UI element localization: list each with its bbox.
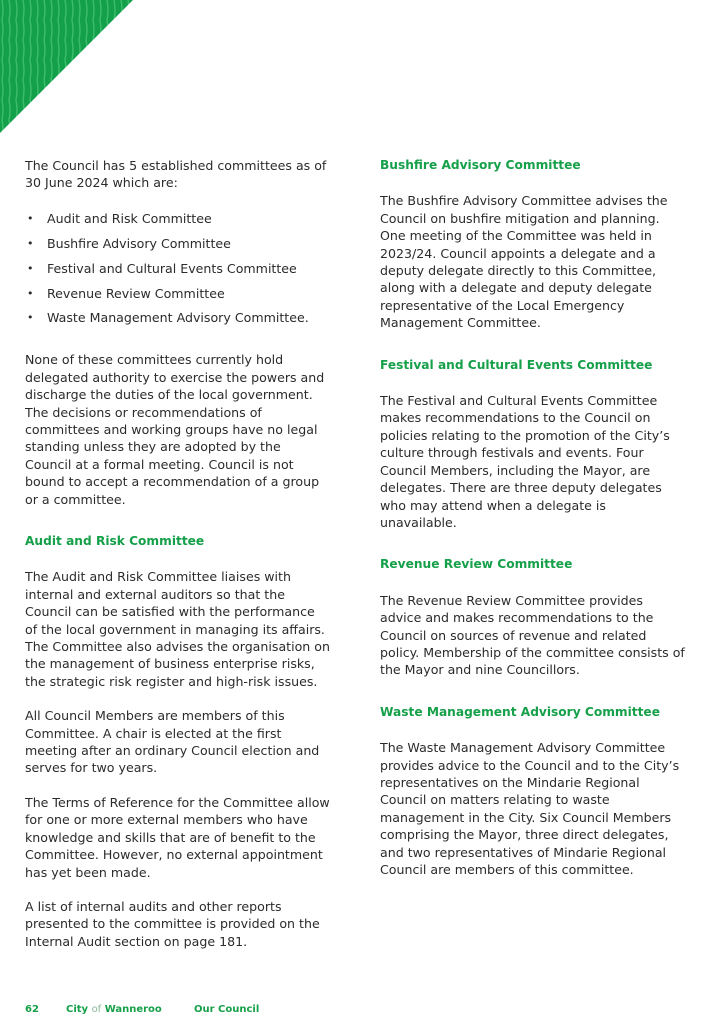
list-item: • Festival and Cultural Events Committee <box>25 260 330 277</box>
footer-of: of <box>91 1004 102 1015</box>
audit-paragraph-4: A list of internal audits and other reports presented to the committee is provided on the Internal Audit section on page 181. <box>25 898 320 949</box>
audit-paragraph-3: The Terms of Reference for the Committee allow for one or more external members who have knowledge and skills that are of benefit to the Committee. However, no external appointment has yet been made. <box>25 794 330 880</box>
list-item: • Waste Management Advisory Committee. <box>25 309 330 326</box>
right-column <box>380 157 685 878</box>
footer-city: City <box>66 1004 89 1015</box>
footer-name: Wanneroo <box>104 1004 162 1015</box>
waste-heading: Waste Management Advisory Committee <box>380 704 660 719</box>
list-item: • Revenue Review Committee <box>25 285 330 302</box>
list-item: • Bushfire Advisory Committee <box>25 235 330 252</box>
festival-paragraph: The Festival and Cultural Events Committee makes recommendations to the Council on policies relating to the promotion of the City’s culture through festivals and events. Four Council Members, including the Mayor, are delegates. There are three deputy delegates who may attend when a delegate is unavailable. <box>380 393 670 530</box>
festival-heading: Festival and Cultural Events Committee <box>380 357 653 372</box>
revenue-paragraph: The Revenue Review Committee provides advice and makes recommendations to the Council on sources of revenue and related policy. Membership of the committee consists of the Mayor and nine Councillors. <box>380 592 685 678</box>
bushfire-heading: Bushfire Advisory Committee <box>380 158 581 172</box>
intro-paragraph: The Council has 5 established committees as of 30 June 2024 which are: <box>25 158 327 191</box>
page-number: 62 <box>25 1004 39 1015</box>
footer-section-title: Our Council <box>194 1004 260 1015</box>
audit-paragraph-1: The Audit and Risk Committee liaises with internal and external auditors so that the Council can be satisfied with the performance of the local government in managing its affairs. The Committee also advises the organisation on the management of business enterprise risks, the strategic risk register and high-risk issues. <box>25 569 330 689</box>
delegation-paragraph: None of these committees currently hold delegated authority to exercise the powers and discharge the duties of the local government. The decisions or recommendations of committees and working groups have no legal standing unless they are adopted by the Council at a formal meeting. Council is not bound to accept a recommendation of a group or a committee. <box>25 352 325 507</box>
bushfire-paragraph: The Bushfire Advisory Committee advises the Council on bushfire mitigation and planning. One meeting of the Committee was held in 2023/24. Council appoints a delegate and a deputy delegate directly to this Committee, along with a delegate and deputy delegate representative of the Local Emergency Management Committee. <box>380 193 668 331</box>
city-of-wanneroo-logo-text <box>66 1004 162 1015</box>
waste-paragraph: The Waste Management Advisory Committee provides advice to the Council and to the City’s representatives on the Mindarie Regional Council on matters relating to waste management in the City. Six Council Members comprising the Mayor, three direct delegates, and two representatives of Mindarie Regional Council are members of this committee. <box>380 740 680 877</box>
audit-paragraph-2: All Council Members are members of this Committee. A chair is elected at the first meeting after an ordinary Council election and serves for two years. <box>25 708 320 776</box>
audit-risk-heading: Audit and Risk Committee <box>25 534 205 548</box>
revenue-heading: Revenue Review Committee <box>380 557 573 572</box>
list-item: • Audit and Risk Committee <box>25 210 330 227</box>
corner-decoration-graphic <box>0 0 135 135</box>
left-column <box>25 157 330 950</box>
committee-list <box>25 210 330 327</box>
